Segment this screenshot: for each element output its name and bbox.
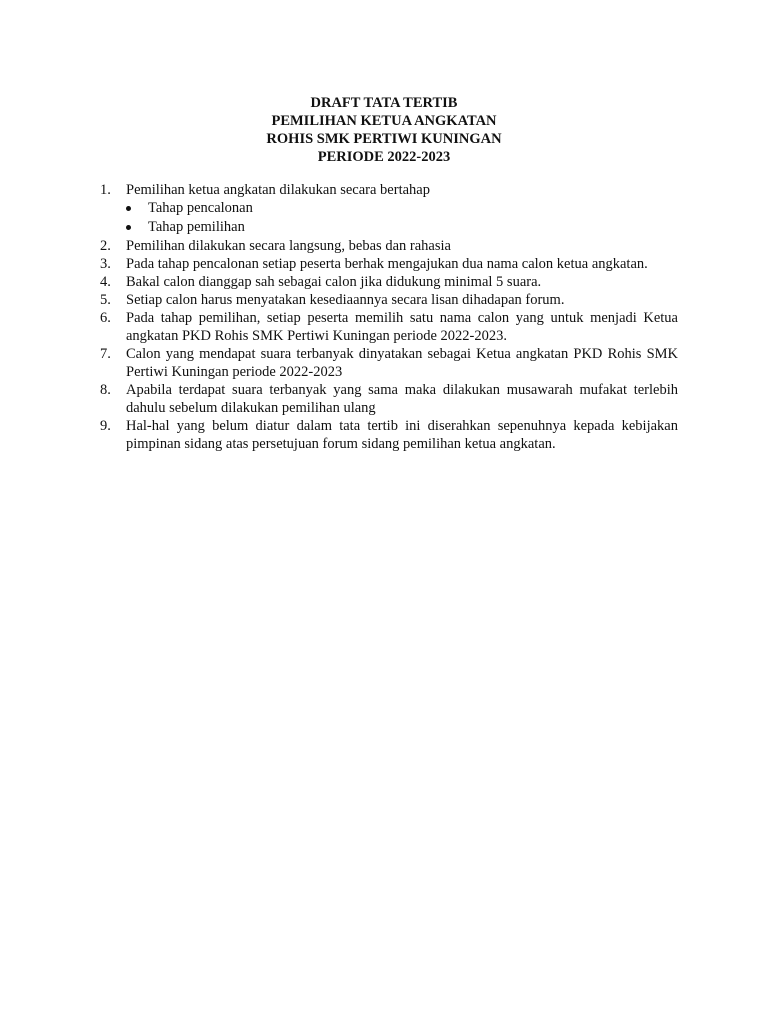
rule-text: Setiap calon harus menyatakan kesediaannya secara lisan dihadapan forum.	[126, 292, 565, 308]
rule-text: Pemilihan dilakukan secara langsung, bebas dan rahasia	[126, 238, 451, 254]
rule-item-1	[94, 181, 678, 237]
title-line-2: PEMILIHAN KETUA ANGKATAN	[271, 113, 497, 129]
sub-item-text: Tahap pemilihan	[148, 219, 245, 235]
rule-item-6	[94, 309, 678, 345]
sub-item-text: Tahap pencalonan	[148, 200, 253, 216]
rule-number: 5.	[100, 292, 111, 308]
rule-number: 9.	[100, 418, 111, 434]
rule-number: 8.	[100, 382, 111, 398]
title-line-4: PERIODE 2022-2023	[317, 149, 451, 165]
document-title	[0, 94, 768, 166]
rule-text: Pada tahap pencalonan setiap peserta berhak mengajukan dua nama calon ketua angkatan.	[126, 256, 648, 272]
rule-number: 1.	[100, 182, 111, 198]
rule-text: Pemilihan ketua angkatan dilakukan secara bertahap	[126, 182, 430, 198]
rule-number: 6.	[100, 310, 111, 326]
rules-list	[94, 181, 678, 453]
rule-number: 3.	[100, 256, 111, 272]
rule-text: Hal-hal yang belum diatur dalam tata tertib ini diserahkan sepenuhnya kepada kebijakan pimpinan sidang atas persetujuan forum sidang pemilihan ketua angkatan.	[126, 418, 678, 452]
rule-number: 7.	[100, 346, 111, 362]
rule-item-2	[94, 237, 678, 255]
rule-text: Calon yang mendapat suara terbanyak dinyatakan sebagai Ketua angkatan PKD Rohis SMK Pertiwi Kuningan periode 2022-2023	[126, 346, 678, 380]
bullet-icon	[126, 225, 131, 230]
title-line-3: ROHIS SMK PERTIWI KUNINGAN	[266, 131, 502, 147]
rule-item-3	[94, 255, 678, 273]
rule-item-4	[94, 273, 678, 291]
bullet-icon	[126, 206, 131, 211]
title-line-1: DRAFT TATA TERTIB	[310, 95, 458, 111]
rule-item-9	[94, 417, 678, 453]
sub-item-pemilihan	[126, 218, 678, 237]
rule-text: Pada tahap pemilihan, setiap peserta memilih satu nama calon yang untuk menjadi Ketua angkatan PKD Rohis SMK Pertiwi Kuningan periode 2022-2023.	[126, 310, 678, 344]
rule-item-7	[94, 345, 678, 381]
rule-number: 4.	[100, 274, 111, 290]
rule-number: 2.	[100, 238, 111, 254]
sub-item-pencalonan	[126, 199, 678, 218]
rule-text: Bakal calon dianggap sah sebagai calon jika didukung minimal 5 suara.	[126, 274, 542, 290]
rule-text: Apabila terdapat suara terbanyak yang sama maka dilakukan musawarah mufakat terlebih dahulu sebelum dilakukan pemilihan ulang	[126, 382, 678, 416]
rule-item-8	[94, 381, 678, 417]
rule-item-5	[94, 291, 678, 309]
rule-sub-list	[126, 199, 678, 237]
